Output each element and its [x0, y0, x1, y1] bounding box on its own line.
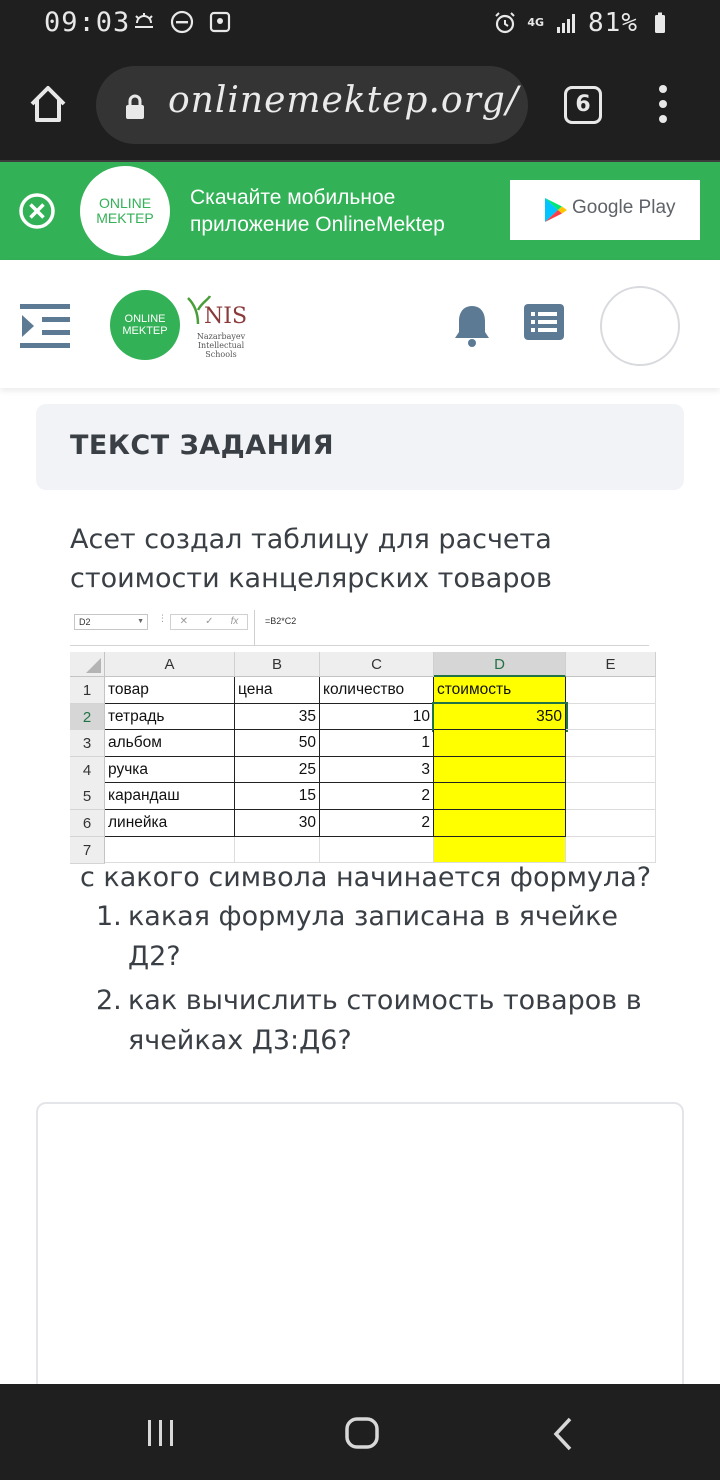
site-logo[interactable] [110, 290, 180, 360]
spreadsheet-image [70, 610, 649, 859]
logo-line-2: MEKTEP [96, 210, 154, 226]
screenshot-icon [208, 10, 232, 34]
task-title: ТЕКСТ ЗАДАНИЯ [70, 430, 335, 461]
question-item [90, 981, 650, 1061]
cell-d4 [434, 757, 566, 784]
cell-a3: альбом [105, 730, 235, 757]
cancel-icon: ✕ [179, 616, 188, 627]
task-intro-text: Асет создал таблицу для расчета стоимости канцелярских товаров [70, 524, 552, 594]
bell-icon[interactable] [452, 302, 492, 348]
cell-b5: 15 [235, 783, 320, 810]
row-header-3: 3 [70, 730, 105, 757]
signal-icon [554, 11, 578, 35]
alarm-icon [493, 11, 517, 35]
browser-toolbar [0, 46, 720, 160]
site-header [0, 260, 720, 388]
google-play-button[interactable] [510, 180, 700, 240]
lock-icon [124, 94, 146, 120]
status-time: 09:03 [44, 7, 131, 38]
cell-d2: 350 [434, 704, 566, 731]
row-header-2: 2 [70, 704, 105, 731]
back-icon[interactable] [552, 1416, 574, 1452]
cell-e1 [566, 677, 656, 704]
app-install-banner [0, 162, 720, 260]
question-text: какая формула записана в ячейке Д2? [128, 901, 619, 972]
cell-b1: цена [235, 677, 320, 704]
logo-line-1: ONLINE [98, 195, 152, 211]
formula-buttons [170, 614, 248, 630]
question-list [90, 897, 650, 1065]
home-icon[interactable] [26, 82, 70, 126]
close-icon[interactable] [18, 192, 56, 230]
avatar[interactable] [600, 286, 680, 366]
cell-e5 [566, 783, 656, 810]
weather-icon [132, 10, 156, 34]
banner-text-line-1: Скачайте мобильное [190, 186, 396, 209]
nis-subtitle: Nazarbayev Intellectual Schools [196, 332, 246, 359]
do-not-disturb-icon [170, 10, 194, 34]
question-item [90, 897, 650, 977]
site-logo-line-1: ONLINE [124, 313, 166, 325]
row-header-1: 1 [70, 677, 105, 704]
cell-d1: стоимость [434, 677, 566, 704]
status-bar [0, 0, 720, 46]
question-number: 2. [96, 985, 122, 1016]
cell-a1: товар [105, 677, 235, 704]
cell-c1: количество [320, 677, 434, 704]
cell-e6 [566, 810, 656, 837]
cell-d5 [434, 783, 566, 810]
question-number: 1. [96, 901, 122, 932]
tabs-button[interactable]: 6 [564, 86, 602, 124]
dropdown-arrow-icon: ▼ [137, 618, 144, 625]
row-header-7: 7 [70, 837, 105, 864]
column-header-c: C [320, 652, 434, 677]
task-header [36, 404, 684, 490]
question-lead: с какого символа начинается формула? [80, 862, 652, 893]
status-icons-left [132, 10, 232, 34]
question-text: как вычислить стоимость товаров в ячейках Д3:Д6? [128, 985, 642, 1056]
google-play-icon [544, 197, 568, 223]
cell-b6: 30 [235, 810, 320, 837]
battery-icon [648, 11, 672, 35]
onlinemektep-logo [80, 166, 170, 256]
banner-text-line-2: приложение OnlineMektep [190, 213, 445, 236]
formula-bar [70, 610, 649, 646]
system-nav-bar [0, 1384, 720, 1480]
cell-e2 [566, 704, 656, 731]
cell-b4: 25 [235, 757, 320, 784]
nis-wordmark: NIS [204, 304, 248, 329]
status-icons-right [493, 8, 672, 38]
answer-textarea[interactable] [36, 1102, 684, 1402]
nav-home-icon[interactable] [344, 1416, 380, 1450]
name-box-value: D2 [79, 617, 91, 627]
cell-a2: тетрадь [105, 704, 235, 731]
recent-apps-icon[interactable] [146, 1418, 176, 1448]
column-header-e: E [566, 652, 656, 677]
select-all-corner [70, 652, 105, 677]
banner-message [190, 184, 445, 238]
site-logo-line-2: MEKTEP [122, 325, 168, 337]
cell-b2: 35 [235, 704, 320, 731]
drag-handle-icon: ⋮ [158, 614, 167, 624]
url-text: onlinemektep.org/ [168, 80, 519, 121]
cell-d6 [434, 810, 566, 837]
list-icon[interactable] [524, 304, 564, 340]
address-bar[interactable] [96, 66, 528, 144]
cell-b3: 50 [235, 730, 320, 757]
cell-c3: 1 [320, 730, 434, 757]
column-header-a: A [105, 652, 235, 677]
cell-c2: 10 [320, 704, 434, 731]
cell-d3 [434, 730, 566, 757]
cell-e4 [566, 757, 656, 784]
network-type: 4G [527, 16, 545, 29]
cell-a6: линейка [105, 810, 235, 837]
formula-text: =B2*C2 [254, 610, 649, 646]
nis-logo [184, 292, 254, 362]
cell-e3 [566, 730, 656, 757]
confirm-icon: ✓ [205, 616, 214, 627]
row-header-5: 5 [70, 783, 105, 810]
cell-a4: ручка [105, 757, 235, 784]
function-icon: fx [230, 616, 239, 627]
more-menu-icon[interactable] [656, 84, 670, 124]
battery-percent: 81% [588, 8, 638, 38]
row-header-4: 4 [70, 757, 105, 784]
cell-a5: карандаш [105, 783, 235, 810]
row-header-6: 6 [70, 810, 105, 837]
cell-c6: 2 [320, 810, 434, 837]
cell-c5: 2 [320, 783, 434, 810]
google-play-label: Google Play [572, 197, 676, 218]
cell-c4: 3 [320, 757, 434, 784]
column-header-b: B [235, 652, 320, 677]
name-box [74, 614, 148, 630]
menu-toggle-icon[interactable] [20, 302, 70, 350]
column-header-d: D [434, 652, 566, 677]
